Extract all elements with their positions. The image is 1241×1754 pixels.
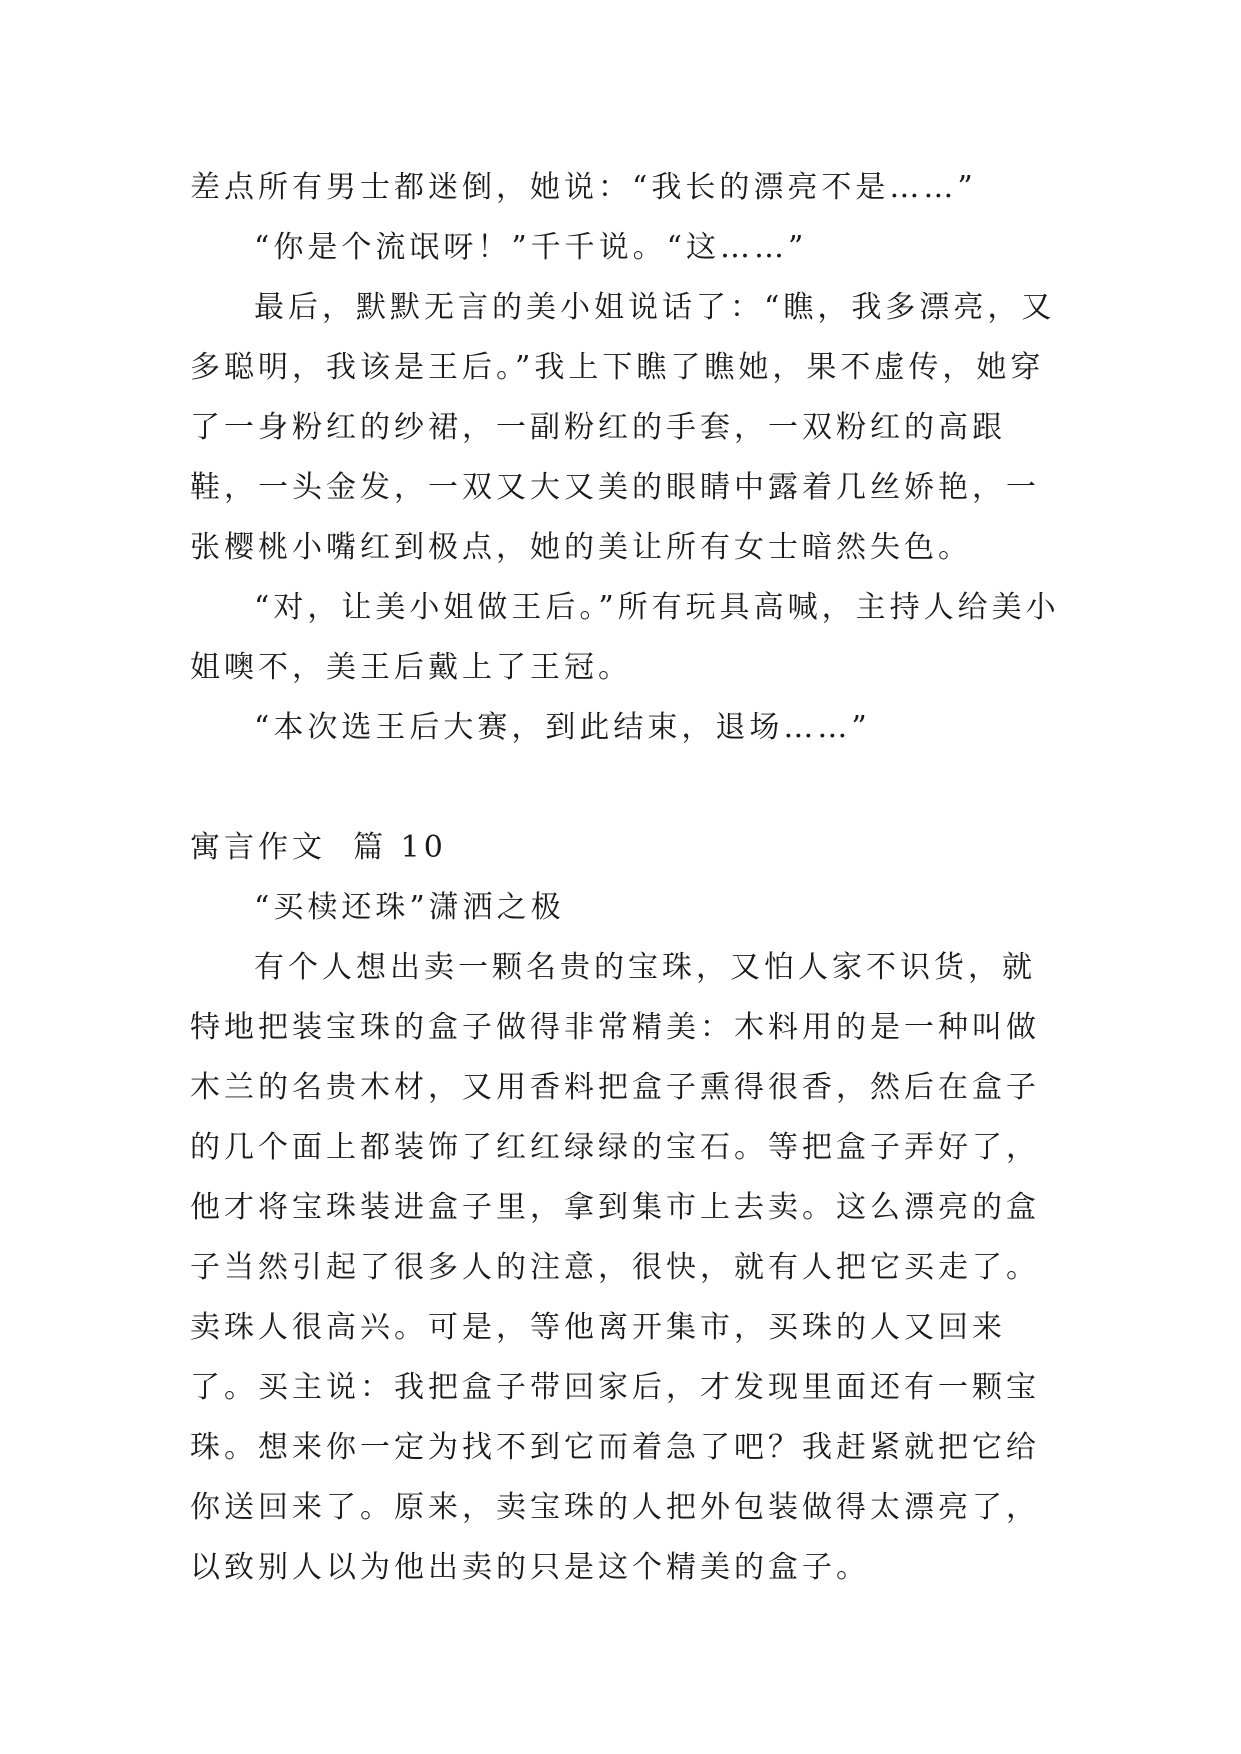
document-page bbox=[190, 158, 1060, 1598]
paragraph-ending: “本次选王后大赛，到此结束，退场……” bbox=[254, 710, 871, 745]
section-heading: 寓言作文 篇 10 bbox=[190, 830, 447, 865]
paragraph-continuation: 差点所有男士都迷倒，她说：“我长的漂亮不是……” bbox=[190, 170, 977, 205]
paragraph-crowning: “对，让美小姐做王后。”所有玩具高喊，主持人给美小姐噢不，美王后戴上了王冠。 bbox=[190, 590, 1060, 685]
paragraph-dialogue-1: “你是个流氓呀！”千千说。“这……” bbox=[254, 230, 808, 265]
paragraph-fable-body: 有个人想出卖一颗名贵的宝珠，又怕人家不识货，就特地把装宝珠的盒子做得非常精美：木料用的是一种叫做木兰的名贵木材，又用香料把盒子熏得很香，然后在盒子的几个面上都装饰了红红绿绿的宝石。等把盒子弄好了，他才将宝珠装进盒子里，拿到集市上去卖。这么漂亮的盒子当然引起了很多人的注意，很快，就有人把它买走了。卖珠人很高兴。可是，等他离开集市，买珠的人又回来了。买主说：我把盒子带回家后，才发现里面还有一颗宝珠。想来你一定为找不到它而着急了吧？我赶紧就把它给你送回来了。原来，卖宝珠的人把外包装做得太漂亮了，以致别人以为他出卖的只是这个精美的盒子。 bbox=[190, 950, 1040, 1585]
section-gap bbox=[190, 758, 1060, 818]
essay-title: “买椟还珠”潇洒之极 bbox=[254, 890, 565, 925]
paragraph-miss-mei: 最后，默默无言的美小姐说话了：“瞧，我多漂亮，又多聪明，我该是王后。”我上下瞧了瞧她，果不虚传，她穿了一身粉红的纱裙，一副粉红的手套，一双粉红的高跟鞋，一头金发，一双又大又美的眼睛中露着几丝娇艳，一张樱桃小嘴红到极点，她的美让所有女士暗然失色。 bbox=[190, 290, 1056, 565]
